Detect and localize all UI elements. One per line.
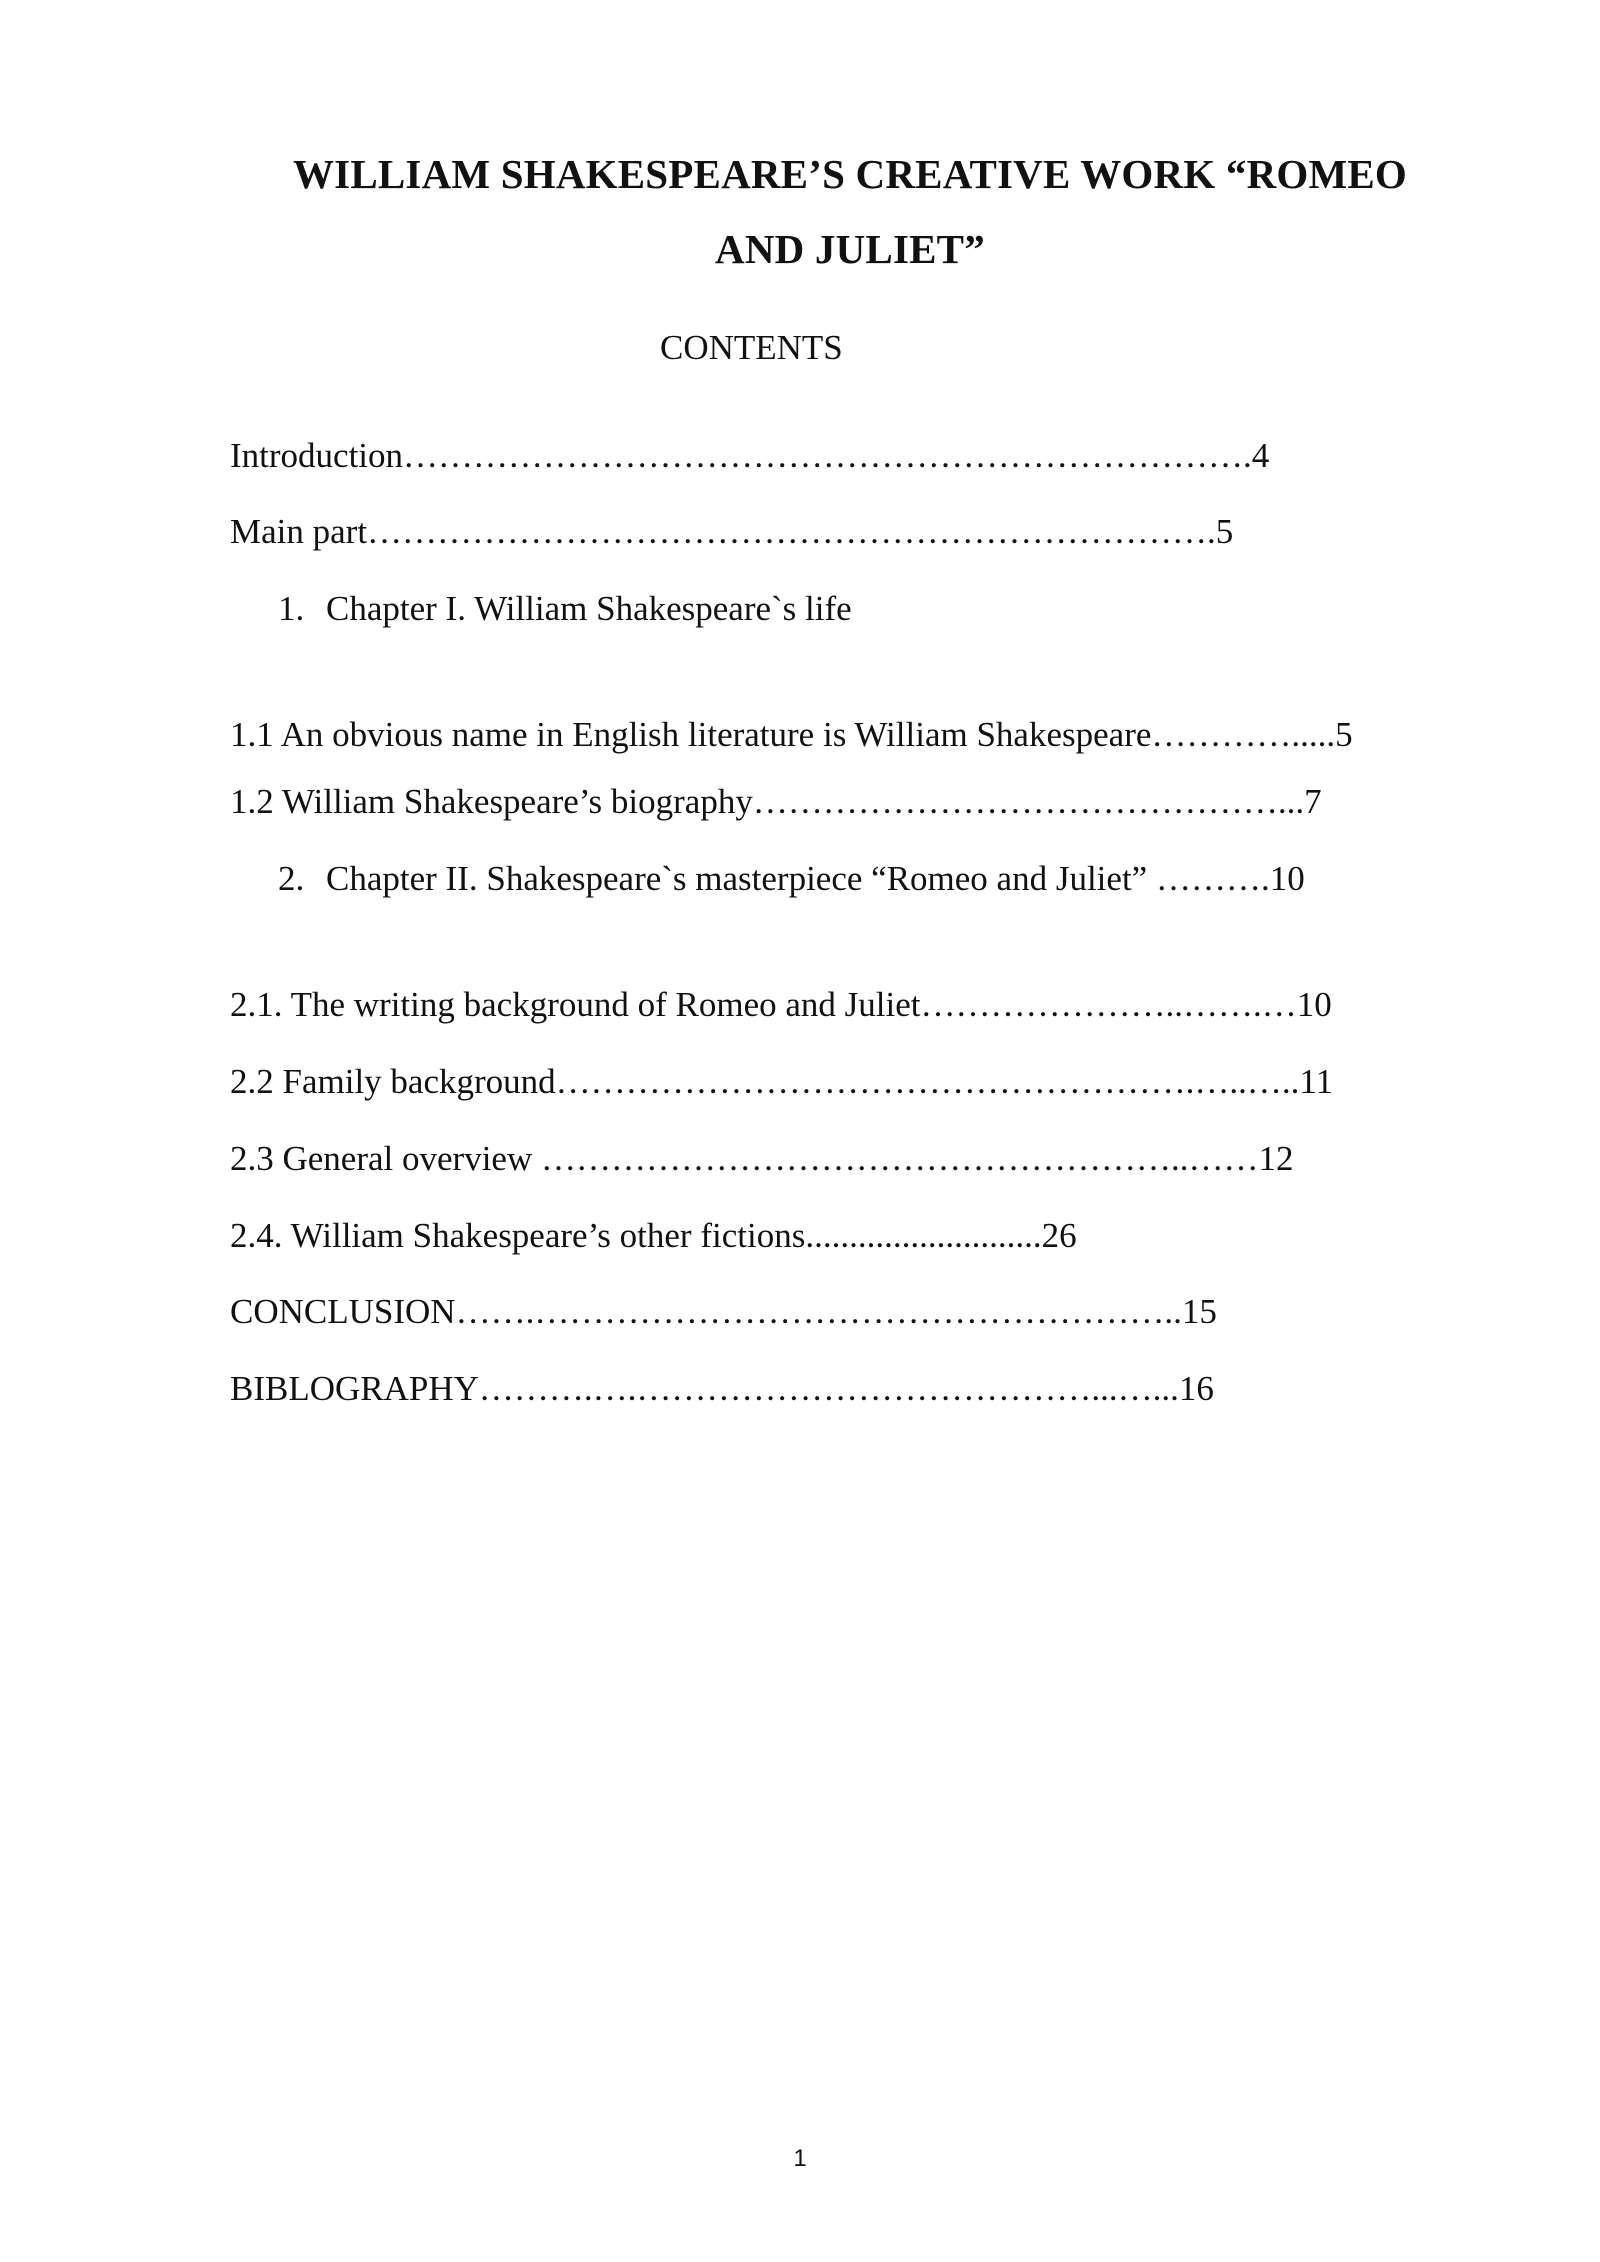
toc-entry-page: 10 [1269,859,1305,898]
toc-entry-text: 1.1 An obvious name in English literature is William Shakespeare [230,715,1152,754]
toc-entry-2-4 [230,1216,1077,1256]
toc-entry-text: 2.3 General overview [230,1139,541,1178]
toc-entry-main-part [230,512,1233,552]
toc-entry-text: 2.1. The writing background of Romeo and Juliet [230,985,921,1024]
toc-entry-introduction [230,436,1269,476]
toc-entry-page: 10 [1296,985,1332,1024]
toc-entry-text: Main part [230,512,368,551]
document-title-line-2: AND JULIET” [715,226,985,272]
toc-entry-page: 7 [1304,782,1322,821]
toc-entry-2-2 [230,1062,1333,1102]
page-number: 1 [793,2145,807,2172]
toc-entry-leader: …………..... [1151,715,1336,754]
toc-chapter-text: Chapter I. William Shakespeare`s life [326,589,852,628]
toc-chapter-number: 2. [278,859,305,898]
toc-entry-2-3 [230,1139,1293,1179]
toc-entry-text: 2.4. William Shakespeare’s other fictions [230,1216,806,1255]
toc-entry-leader: ……….….…………………………………...…... [478,1369,1179,1408]
toc-entry-1-2 [230,782,1322,822]
toc-entry-leader: ………………………………………………..…… [540,1139,1259,1178]
toc-entry-page: 5 [1215,512,1234,551]
toc-entry-page: 26 [1041,1216,1077,1255]
toc-entry-conclusion [230,1292,1217,1332]
toc-entry-text: CONCLUSION [230,1292,456,1331]
toc-chapter-2 [278,859,1305,899]
toc-entry-page: 11 [1299,1062,1334,1101]
toc-entry-leader: …….……………………………………………….. [455,1292,1182,1331]
contents-heading: CONTENTS [660,328,843,367]
toc-entry-text: Introduction [230,436,404,475]
toc-entry-leader: ........................... [805,1216,1042,1255]
toc-entry-page: 5 [1335,715,1353,754]
toc-entry-1-1 [230,715,1353,755]
toc-chapter-number: 1. [278,589,305,628]
toc-chapter-1 [278,589,852,629]
toc-entry-page: 4 [1251,436,1270,475]
document-title-line-1: WILLIAM SHAKESPEARE’S CREATIVE WORK “ROMEO [292,151,1408,197]
toc-entry-page: 12 [1258,1139,1294,1178]
toc-entry-leader: ………………………………………... [752,782,1305,821]
toc-entry-leader: …………………..…….… [920,985,1297,1024]
toc-entry-page: 15 [1181,1292,1217,1331]
toc-chapter-text: Chapter II. Shakespeare`s masterpiece “Romeo and Juliet” [326,859,1156,898]
toc-entry-page: 16 [1178,1369,1214,1408]
toc-entry-leader: ………………………………………………………………. [403,436,1252,475]
toc-entry-text: BIBLOGRAPHY [230,1369,479,1408]
toc-entry-text: 1.2 William Shakespeare’s biography [230,782,753,821]
toc-entry-leader: ……………………………………………….…..….. [555,1062,1300,1101]
toc-entry-leader: ………………………………………………………………. [367,512,1216,551]
toc-entry-text: 2.2 Family background [230,1062,556,1101]
toc-entry-2-1 [230,985,1332,1025]
toc-entry-leader: ………. [1155,859,1270,898]
toc-entry-bibliography [230,1369,1214,1409]
